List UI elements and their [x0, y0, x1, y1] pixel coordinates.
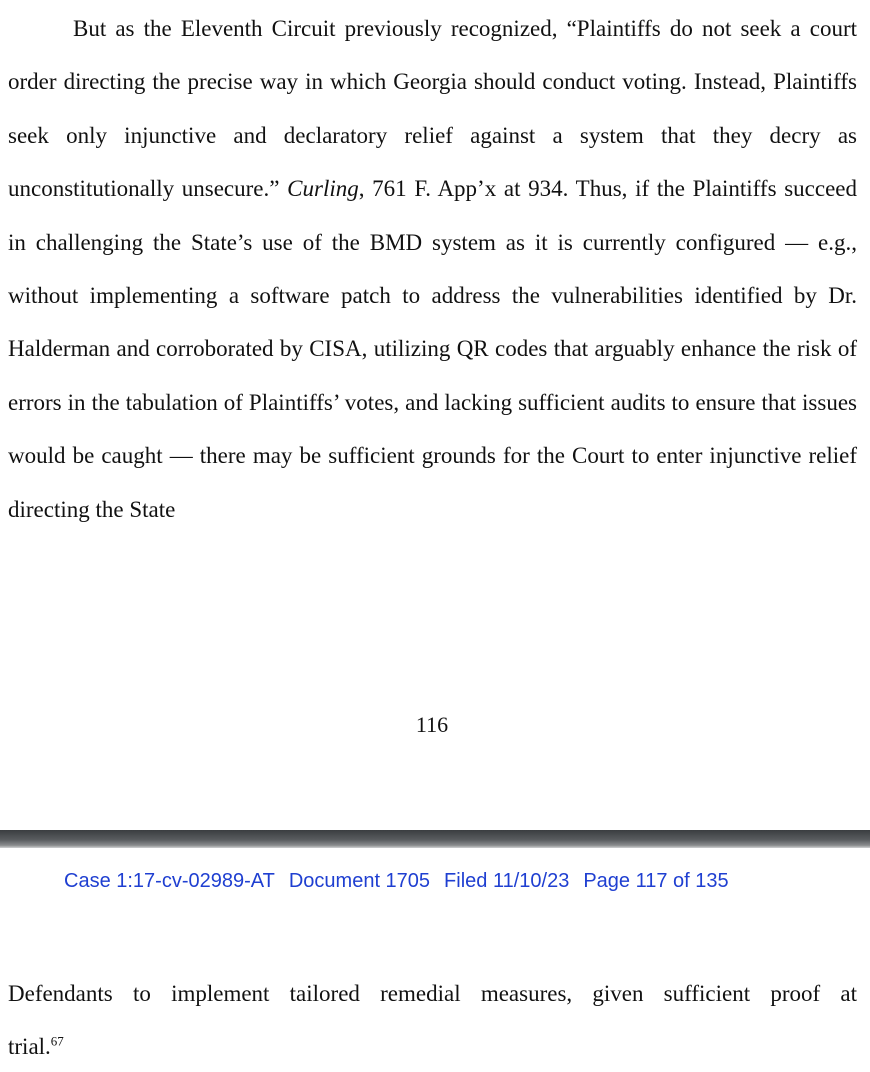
page-of-total: Page 117 of 135: [583, 870, 729, 892]
paragraph-text-part-1: But as the Eleventh Circuit previously recognized, “Plaintiffs do not seek a court order directing the precise way in which Georgia should conduct voting. Instead, Plaintiffs seek only injunctive and declaratory relief against a system that they decry as unconstitutionally unsecure.”: [8, 16, 857, 202]
document-number: Document 1705: [288, 870, 431, 892]
case-citation: Curling: [287, 176, 359, 202]
paragraph-line-2: trial.: [8, 1034, 51, 1060]
case-header: [64, 866, 743, 896]
page-number: 116: [415, 712, 449, 737]
footnote-reference[interactable]: 67: [50, 1033, 64, 1049]
paragraph-next-page: [8, 967, 857, 1072]
filed-date: Filed 11/10/23: [444, 870, 570, 892]
paragraph-continuation: [8, 2, 857, 536]
page-divider: [0, 830, 870, 848]
paragraph-text-part-2: , 761 F. App’x at 934. Thus, if the Plaintiffs succeed in challenging the State’s use of the BMD system as it is currently configured — e.g., without implementing a software patch to address the vulnerabilities identified by Dr. Halderman and corroborated by CISA, utilizing QR codes that arguably enhance the risk of errors in the tabulation of Plaintiffs’ votes, and lacking sufficient audits to ensure that issues would be caught — there may be sufficient grounds for the Court to enter injunctive relief directing the State: [8, 176, 857, 522]
case-number: Case 1:17-cv-02989-AT: [64, 870, 275, 892]
paragraph-line-1: Defendants to implement tailored remedial measures, given sufficient proof at: [8, 981, 857, 1006]
